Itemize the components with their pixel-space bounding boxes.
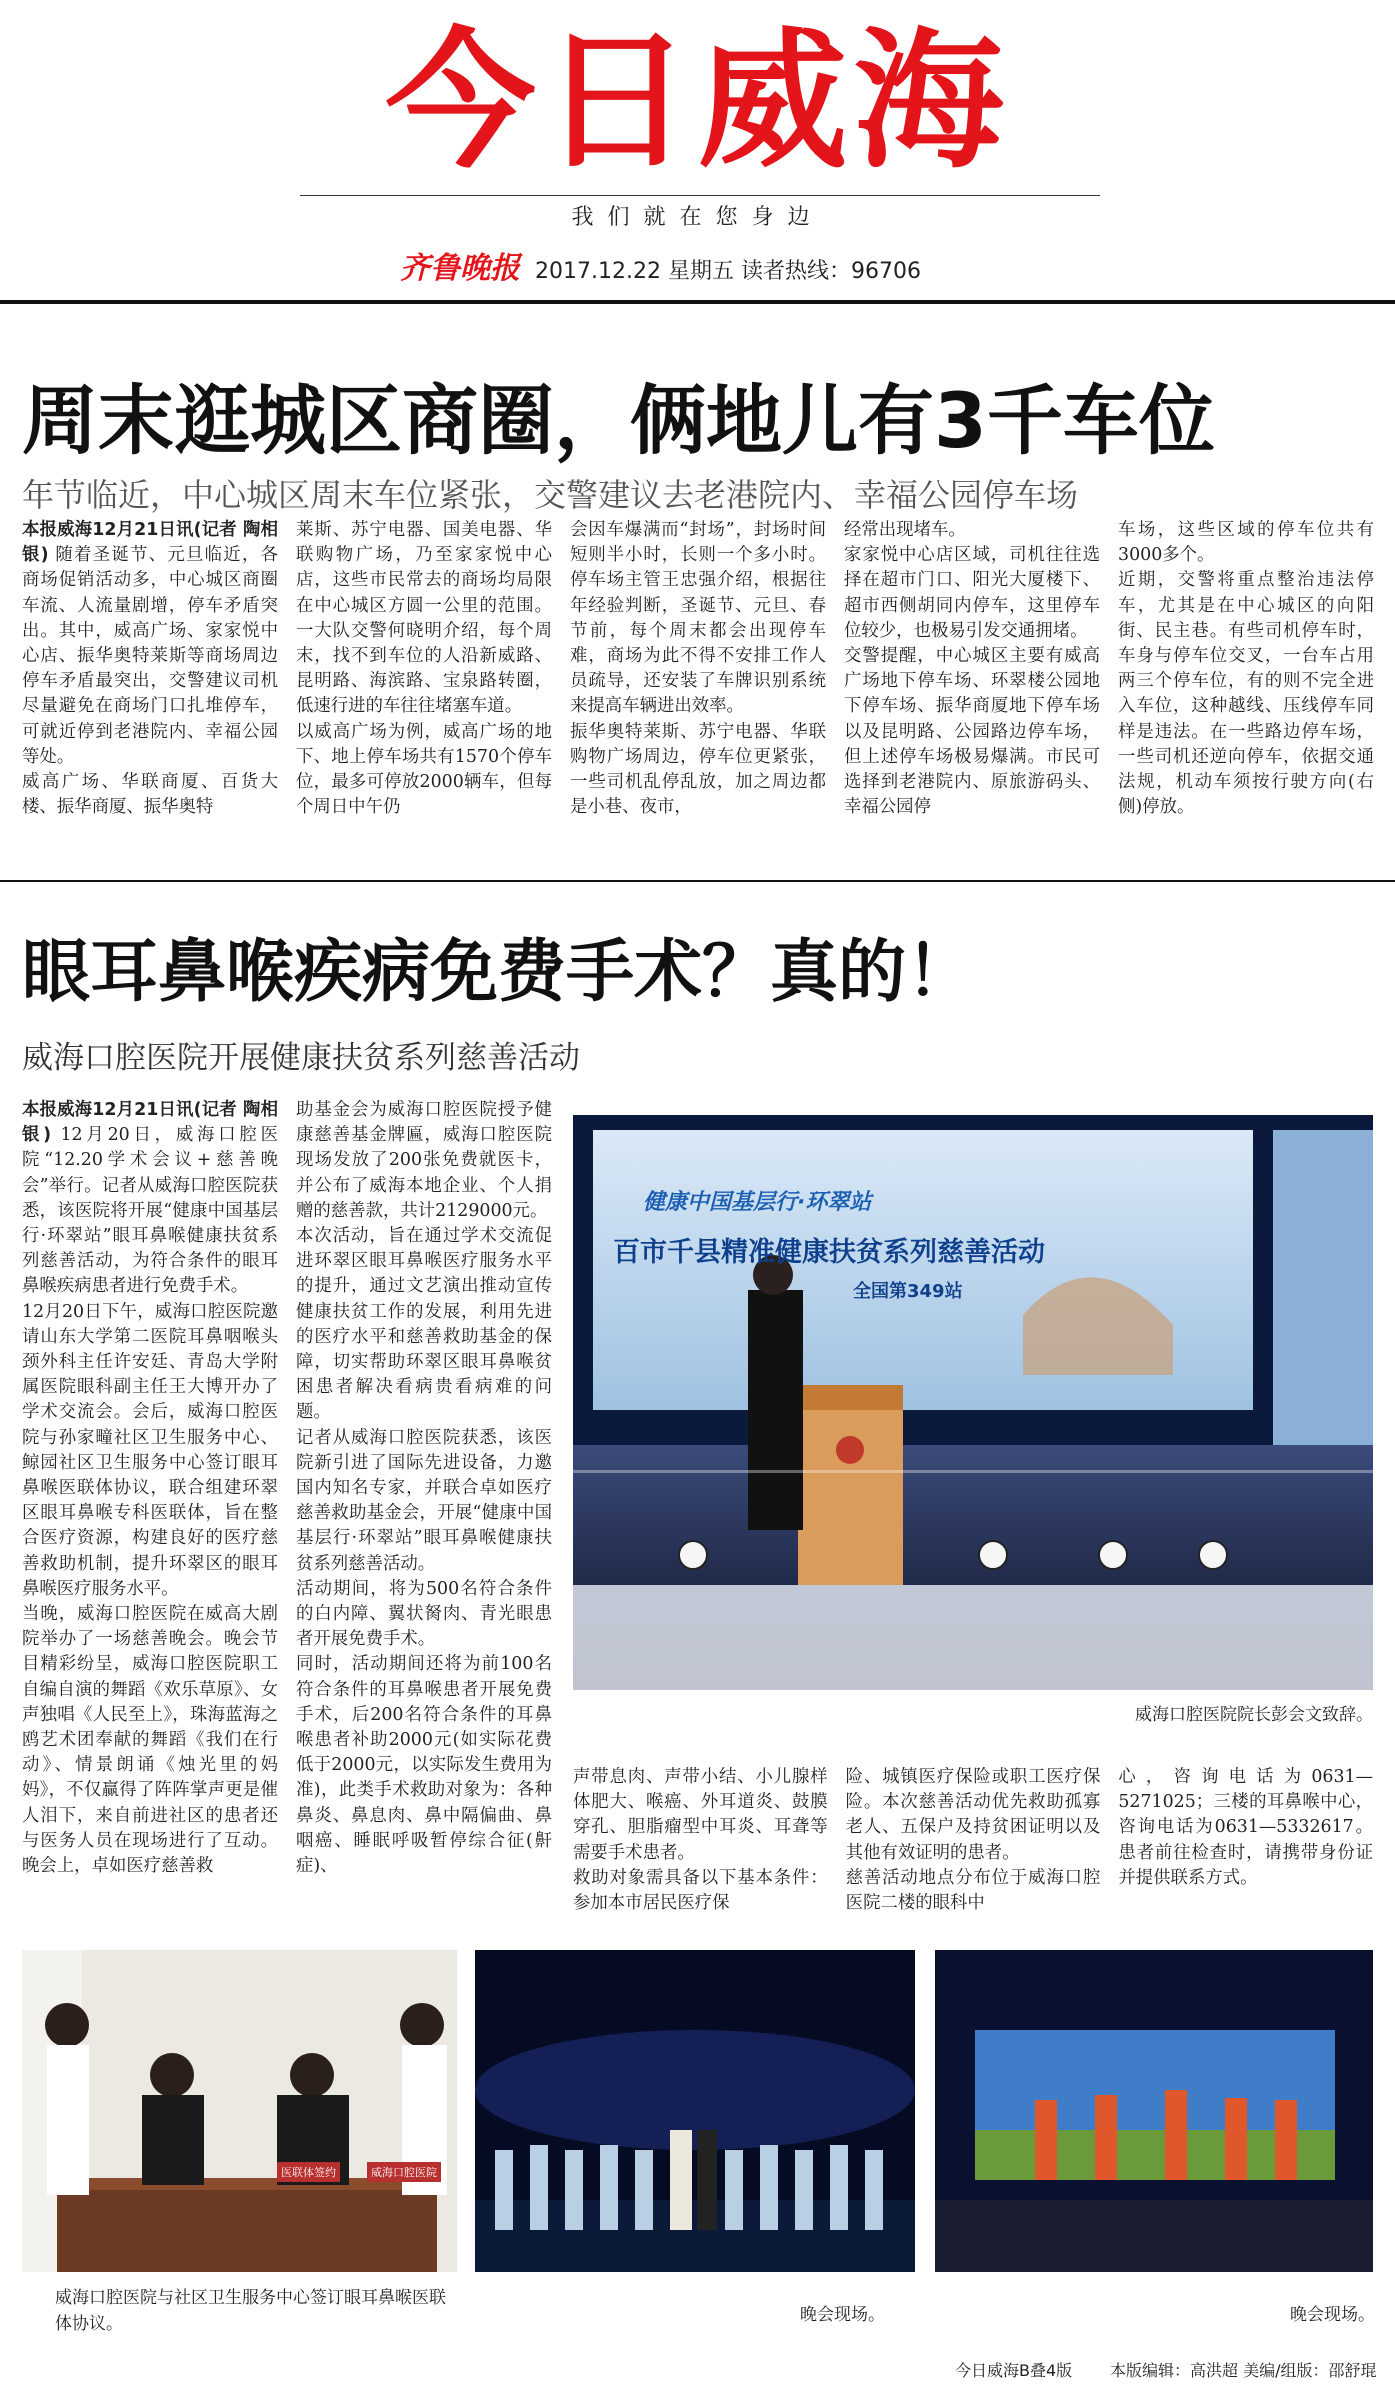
article2-col-text: 助基金会为威海口腔医院授予健康慈善基金牌匾，威海口腔医院现场发放了200张免费就医卡，并公布了威海本地企业、个人捐赠的慈善款，共计2129000元。 本次活动，旨在通过学术交流促进环翠区眼耳鼻喉医疗服务水平的提升，通过文艺演出推动宣传健康扶贫工作的发展，利用先进的医疗水平和慈善救助基金的保障，切实帮助环翠区眼耳鼻喉贫困患者解决看病贵看病难的问题。 记者从威海口腔医院获悉，该医院新引进了国际先进设备，力邀国内知名专家，并联合卓如医疗慈善救助基金会，开展“健康中国基层行·环翠站”眼耳鼻喉健康扶贫系列慈善活动。 活动期间，将为500名符合条件的白内障、翼状胬肉、青光眼患者开展免费手术。 同时，活动期间还将为前100名符合条件的耳鼻喉患者开展免费手术，后200名符合条件的耳鼻喉患者补助2000元(如实际花费低于2000元，以实际发生费用为准)，此类手术救助对象为：各种鼻炎、鼻息肉、鼻中隔偏曲、鼻咽癌、睡眠呼吸暂停综合征(鼾症)、 — [296, 1100, 552, 1877]
footer-page: 今日威海B叠4版 — [955, 2361, 1073, 2380]
article2-subheadline: 威海口腔医院开展健康扶贫系列慈善活动 — [22, 1040, 580, 1076]
article1-col-4 — [844, 518, 1100, 866]
masthead-slogan: 我们就在您身边 — [571, 205, 824, 230]
newspaper-brand-logo: 齐鲁晚报 — [400, 251, 520, 286]
article1-col-3 — [570, 518, 826, 866]
article2-col-1 — [22, 1098, 278, 1898]
article2-col-4 — [845, 1765, 1101, 1914]
article1-col-text: 随着圣诞节、元旦临近，各商场促销活动多，中心城区商圈车流、人流量剧增，停车矛盾突出。其中，威高广场、家家悦中心店、振华奥特莱斯等商场周边停车矛盾最突出，交警建议司机尽量避免在商场门口扎堆停车，可就近停到老港院内、幸福公园等处。 威高广场、华联商厦、百货大楼、振华商厦、振华奥特 — [22, 545, 278, 818]
section-divider — [0, 880, 1395, 882]
photo-show-1 — [475, 1950, 915, 2272]
article2-col-text: 险、城镇医疗保险或职工医疗保险。本次慈善活动优先救助孤寡老人、五保户及持贫困证明以及其他有效证明的患者。 慈善活动地点分布位于威海口腔医院二楼的眼科中 — [845, 1767, 1101, 1914]
article2-col-text: 声带息肉、声带小结、小儿腺样体肥大、喉癌、外耳道炎、鼓膜穿孔、胆脂瘤型中耳炎、耳聋等需要手术患者。 救助对象需具备以下基本条件：参加本市居民医疗保 — [573, 1767, 828, 1914]
article2-lead: 本报威海12月21日讯(记者 陶相银) — [22, 1100, 278, 1146]
stage-subtitle: 全国第349站 — [853, 1281, 963, 1302]
article2-col-text: 心，咨询电话为0631—5271025；三楼的耳鼻喉中心，咨询电话为0631—5332617。患者前往检查时，请携带身份证并提供联系方式。 — [1118, 1767, 1374, 1888]
article1-subheadline: 年节临近，中心城区周末车位紧张，交警建议去老港院内、幸福公园停车场 — [22, 476, 1079, 514]
lectern — [798, 1385, 903, 1585]
show2-illustration — [935, 1950, 1373, 2272]
speaker — [748, 1290, 803, 1530]
photo-show2-caption: 晚会现场。 — [1290, 2305, 1375, 2325]
article2-col-2 — [296, 1098, 552, 1898]
article1-col-text: 莱斯、苏宁电器、国美电器、华联购物广场，乃至家家悦中心店，这些市民常去的商场均局限在中心城区方圆一公里的范围。一大队交警何晓明介绍，每个周末，找不到车位的人沿新威路、昆明路、海滨路、宝泉路转圈，低速行进的车往往堵塞车道。 以威高广场为例，威高广场的地下、地上停车场共有1570个停车位，最多可停放2000辆车，但每个周日中午仍 — [296, 520, 552, 818]
article1-col-text: 车场，这些区域的停车位共有3000多个。 近期，交警将重点整治违法停车，尤其是在中心城区的向阳街、民主巷。有些司机停车时，车身与停车位交叉，一台车占用两三个停车位，有的则不完全进入车位，这种越线、压线停车同样是违法。在一些路边停车场，一些司机还逆向停车，依据交通法规，机动车须按行驶方向(右侧)停放。 — [1118, 520, 1374, 818]
masthead-title: 今日威海 — [385, 15, 1010, 189]
article1-col-text: 经常出现堵车。 家家悦中心店区域，司机往往选择在超市门口、阳光大厦楼下、超市西侧胡同内停车，这里停车位较少，也极易引发交通拥堵。 交警提醒，中心城区主要有威高广场地下停车场、环翠楼公园地下停车场、振华商厦地下停车场以及昆明路、公园路边停车场，但上述停车场极易爆满。市民可选择到老港院内、原旅游码头、幸福公园停 — [844, 520, 1100, 818]
masthead-rule — [0, 300, 1395, 304]
stage-banner: 健康中国基层行·环翠站 — [643, 1190, 872, 1215]
article2-headline: 眼耳鼻喉疾病免费手术？真的！ — [22, 933, 975, 1012]
hospital-emblem-icon — [836, 1436, 864, 1464]
article2-col-5 — [1118, 1765, 1373, 1900]
photo-signing — [22, 1950, 457, 2272]
article2-col-text: 12月20日，威海口腔医院“12.20学术会议+慈善晚会”举行。记者从威海口腔医院获悉，该医院将开展“健康中国基层行·环翠站”眼耳鼻喉健康扶贫系列慈善活动，为符合条件的眼耳鼻喉疾病患者进行免费手术。 12月20日下午，威海口腔医院邀请山东大学第二医院耳鼻咽喉头颈外科主任许安廷、青岛大学附属医院眼科副主任王大博开办了学术交流会。会后，威海口腔医院与孙家疃社区卫生服务中心、鲸园社区卫生服务中心签订眼耳鼻喉医联体协议，联合组建环翠区眼耳鼻喉专科医联体，旨在整合医疗资源，构建良好的医疗慈善救助机制，提升环翠区的眼耳鼻喉医疗服务水平。 当晚，威海口腔医院在威高大剧院举办了一场慈善晚会。晚会节目精彩纷呈，威海口腔医院职工自编自演的舞蹈《欢乐草原》、女声独唱《人民至上》，珠海蓝海之鸥艺术团奉献的舞蹈《我们在行动》、情景朗诵《烛光里的妈妈》，不仅赢得了阵阵掌声更是催人泪下，来自前进社区的患者还与医务人员在现场进行了互动。晚会上，卓如医疗慈善救 — [22, 1125, 278, 1877]
photo-speech — [573, 1115, 1373, 1690]
article2-body-right — [573, 1765, 1374, 1914]
photo-speech-caption: 威海口腔医院院长彭会文致辞。 — [1135, 1705, 1373, 1725]
masthead-divider — [300, 195, 1100, 196]
name-plate-right: 威海口腔医院 — [367, 2162, 441, 2182]
article2-body-left — [22, 1098, 552, 1898]
stage-title: 百市千县精准健康扶贫系列慈善活动 — [613, 1237, 1045, 1268]
photo-show-2 — [935, 1950, 1373, 2272]
article1-headline: 周末逛城区商圈，俩地儿有3千车位 — [22, 376, 1215, 465]
article1-col-2 — [296, 518, 552, 866]
name-plate-left: 医联体签约 — [277, 2162, 340, 2182]
edition-line — [400, 243, 921, 287]
article1-col-5 — [1118, 518, 1374, 866]
article1-col-1 — [22, 518, 278, 866]
date-hotline: 2017.12.22 星期五 读者热线：96706 — [535, 259, 921, 284]
article1-lead: 本报威海12月21日讯(记者 陶相银) — [22, 520, 278, 566]
article1-body — [22, 518, 1374, 866]
photo-signing-caption: 威海口腔医院与社区卫生服务中心签订眼耳鼻喉医联体协议。 — [55, 2288, 446, 2334]
footer-editor: 本版编辑：高洪超 美编/组版：邵舒琨 — [1110, 2361, 1377, 2380]
photo-show1-caption: 晚会现场。 — [800, 2305, 885, 2325]
signing-illustration — [22, 1950, 457, 2272]
article1-col-text: 会因车爆满而“封场”，封场时间短则半小时，长则一个多小时。停车场主管王忠强介绍，根据往年经验判断，圣诞节、元旦、春节前，每个周末都会出现停车难，商场为此不得不安排工作人员疏导，还安装了车牌识别系统来提高车辆进出效率。 振华奥特莱斯、苏宁电器、华联购物广场周边，停车位更紧张，一些司机乱停乱放，加之周边都是小巷、夜市， — [570, 520, 826, 818]
article2-col-3 — [573, 1765, 828, 1914]
show1-illustration — [475, 1950, 915, 2272]
